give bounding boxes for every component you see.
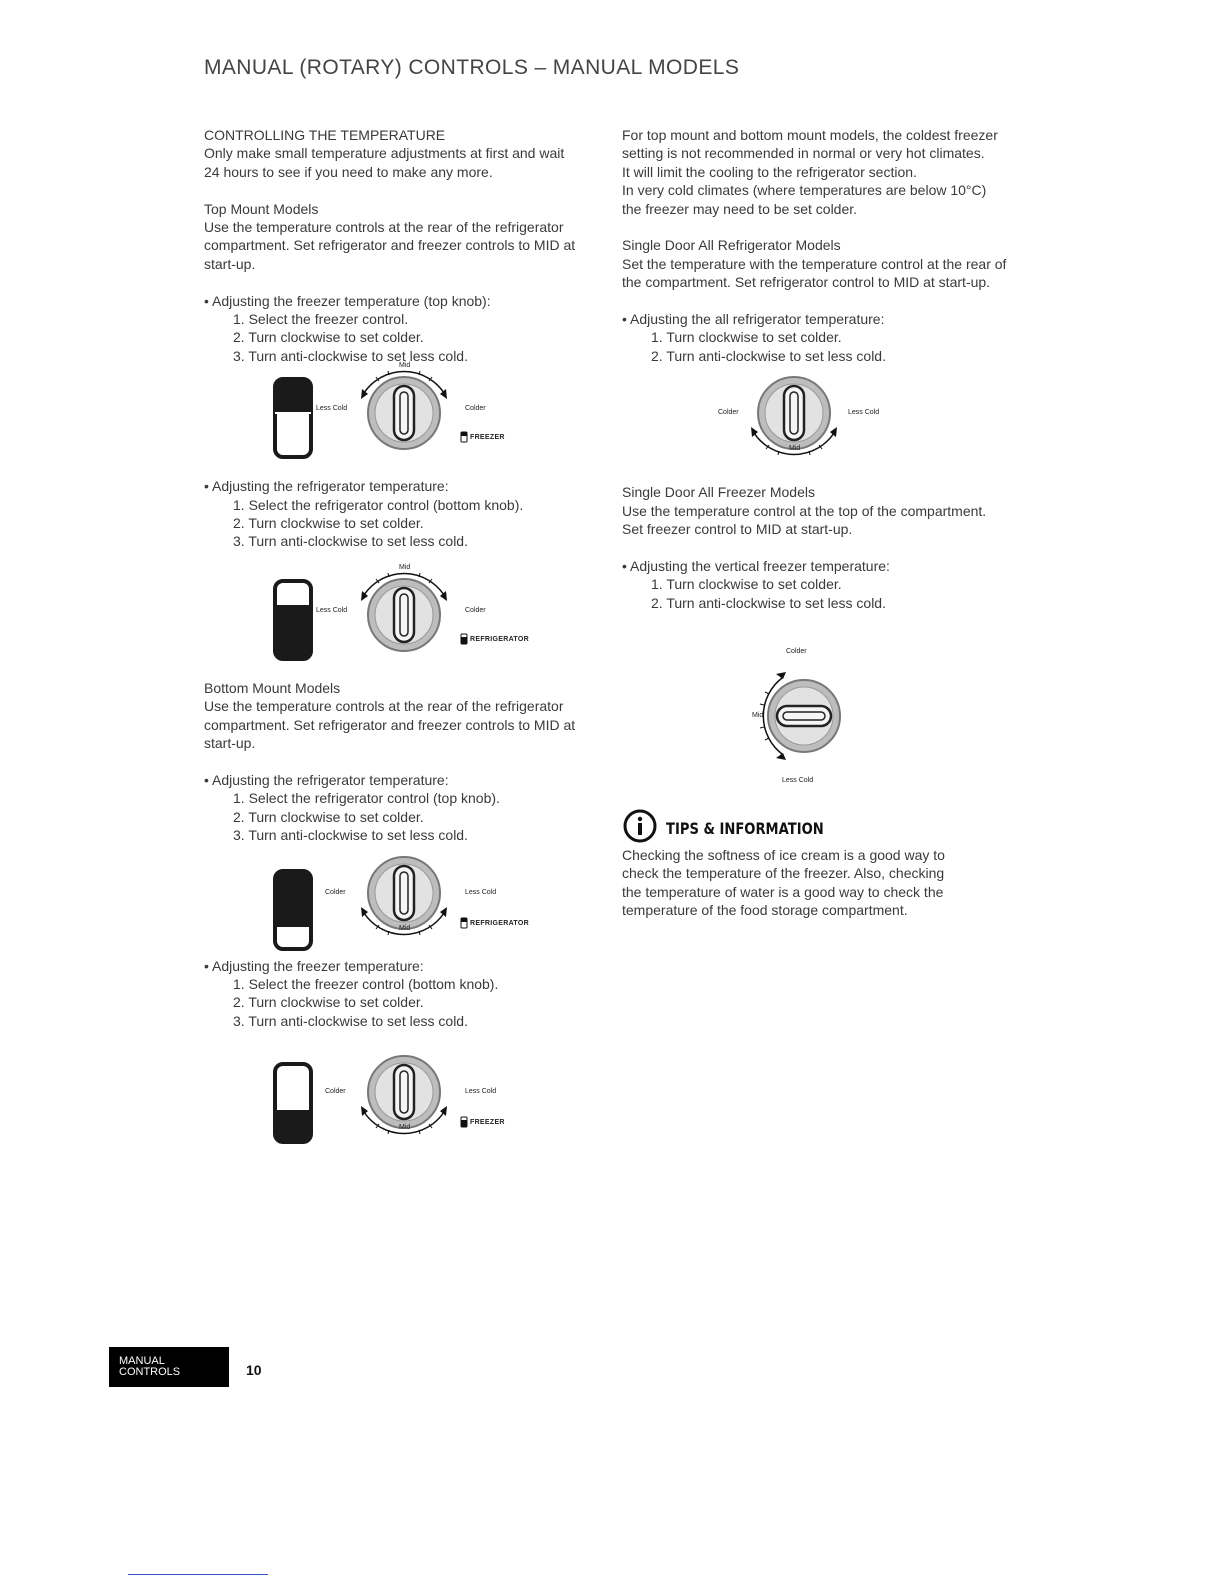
step-item: 3. Turn anti-clockwise to set less cold.: [233, 1012, 468, 1029]
rotary-dial-icon: [204, 365, 534, 477]
step-item: 1. Turn clockwise to set colder.: [651, 576, 842, 593]
body-line: compartment. Set refrigerator and freezer controls to MID at: [204, 716, 576, 733]
step-item: 3. Turn anti-clockwise to set less cold.: [233, 347, 468, 364]
tips-line: temperature of the food storage compartment.: [622, 902, 908, 919]
intro-line: For top mount and bottom mount models, the coldest freezer: [622, 127, 998, 143]
body-line: Set freezer control to MID at start-up.: [622, 521, 853, 538]
refrigerator-dial-figure: [204, 845, 604, 957]
left-column: [204, 126, 604, 1150]
body-line: start-up.: [204, 735, 256, 752]
dial-mid-label: Mid: [789, 445, 801, 453]
rotary-dial-icon: [204, 845, 534, 957]
rotary-dial-icon: [622, 365, 952, 483]
page-number: 10: [246, 1362, 262, 1378]
dial-left-label: Less Cold: [316, 606, 348, 614]
intro-line: Only make small temperature adjustments at first and wait: [204, 145, 565, 162]
body-line: Set the temperature with the temperature control at the rear of: [622, 255, 1007, 272]
tips-line: the temperature of water is a good way to check the: [622, 883, 944, 900]
dial-top-label: Colder: [786, 648, 807, 656]
bullet-item: • Adjusting the refrigerator temperature:: [204, 771, 449, 788]
step-item: 2. Turn clockwise to set colder.: [233, 994, 424, 1011]
body-line: Use the temperature control at the top of the compartment.: [622, 502, 987, 519]
info-icon: [622, 808, 658, 844]
bullet-item: • Adjusting the freezer temperature:: [204, 957, 424, 974]
freezer-dial-figure: [204, 362, 604, 477]
dial-right-label: Less Cold: [465, 888, 497, 896]
bullet-item: • Adjusting the all refrigerator temperature:: [622, 311, 885, 328]
page-title: MANUAL (ROTARY) CONTROLS – MANUAL MODELS: [204, 56, 740, 79]
body-line: compartment. Set refrigerator and freezer controls to MID at: [204, 237, 576, 254]
dial-mid-label: Mid: [399, 362, 411, 370]
dial-right-label: Colder: [465, 405, 486, 413]
bullet-item: • Adjusting the freezer temperature (top knob):: [204, 292, 491, 309]
step-item: 1. Select the freezer control.: [233, 311, 409, 328]
bullet-item: • Adjusting the refrigerator temperature:: [204, 478, 449, 495]
dial-mid-label: Mid: [752, 712, 764, 720]
step-item: 1. Turn clockwise to set colder.: [651, 329, 842, 346]
intro-line: 24 hours to see if you need to make any more.: [204, 163, 493, 180]
dial-mid-label: Mid: [399, 563, 411, 571]
step-item: 3. Turn anti-clockwise to set less cold.: [233, 827, 468, 844]
body-line: Use the temperature controls at the rear of the refrigerator: [204, 219, 564, 236]
section-tab: [109, 1347, 229, 1387]
section-heading: CONTROLLING THE TEMPERATURE: [204, 127, 446, 143]
step-item: 3. Turn anti-clockwise to set less cold.: [233, 533, 468, 550]
tips-line: check the temperature of the freezer. Also, checking: [622, 865, 945, 882]
freezer-dial-figure: [622, 612, 1022, 802]
dial-mid-label: Mid: [399, 924, 411, 932]
compartment-label: FREEZER: [470, 434, 505, 442]
step-item: 2. Turn clockwise to set colder.: [233, 808, 424, 825]
body-line: start-up.: [204, 255, 256, 272]
intro-line: setting is not recommended in normal or very hot climates.: [622, 145, 985, 162]
step-item: 1. Select the refrigerator control (top knob).: [233, 790, 500, 807]
step-item: 2. Turn anti-clockwise to set less cold.: [651, 347, 886, 364]
bullet-item: • Adjusting the vertical freezer temperature:: [622, 557, 890, 574]
right-column: [622, 126, 1022, 920]
refrigerator-dial-figure: [204, 551, 604, 679]
dial-bottom-label: Less Cold: [782, 777, 814, 785]
rotary-dial-icon: [622, 612, 952, 802]
rotary-dial-icon: [204, 551, 534, 679]
single-fridge-heading: Single Door All Refrigerator Models: [622, 237, 841, 254]
dial-left-label: Less Cold: [316, 405, 348, 413]
step-item: 2. Turn clockwise to set colder.: [233, 329, 424, 346]
step-item: 1. Select the freezer control (bottom knob).: [233, 975, 499, 992]
tips-line: Checking the softness of ice cream is a good way to: [622, 847, 945, 864]
intro-line: the freezer may need to be set colder.: [622, 200, 858, 217]
dial-left-label: Colder: [325, 1088, 346, 1096]
dial-right-label: Colder: [465, 606, 486, 614]
dial-right-label: Less Cold: [848, 409, 880, 417]
body-line: Use the temperature controls at the rear of the refrigerator: [204, 698, 564, 715]
step-item: 2. Turn clockwise to set colder.: [233, 515, 424, 532]
single-freezer-heading: Single Door All Freezer Models: [622, 484, 815, 501]
compartment-label: FREEZER: [470, 1119, 505, 1127]
compartment-label: REFRIGERATOR: [470, 919, 529, 927]
dial-left-label: Colder: [718, 409, 739, 417]
compartment-label: REFRIGERATOR: [470, 635, 529, 643]
bottom-mount-heading: Bottom Mount Models: [204, 679, 341, 696]
top-mount-heading: Top Mount Models: [204, 200, 319, 217]
intro-line: In very cold climates (where temperatures are below 10°C): [622, 182, 987, 199]
intro-line: It will limit the cooling to the refrigerator section.: [622, 163, 917, 180]
tips-title: TIPS & INFORMATION: [666, 819, 824, 839]
section-tab-line: CONTROLS: [119, 1366, 181, 1378]
dial-mid-label: Mid: [399, 1124, 411, 1132]
refrigerator-dial-figure: [622, 365, 1022, 483]
tips-header: [622, 806, 1022, 846]
dial-left-label: Colder: [325, 888, 346, 896]
step-item: 1. Select the refrigerator control (bottom knob).: [233, 496, 524, 513]
bottom-link-underline[interactable]: [128, 1574, 268, 1575]
body-line: the compartment. Set refrigerator control to MID at start-up.: [622, 274, 991, 291]
step-item: 2. Turn anti-clockwise to set less cold.: [651, 594, 886, 611]
freezer-dial-figure: [204, 1030, 604, 1150]
section-tab-line: MANUAL: [119, 1355, 165, 1367]
dial-right-label: Less Cold: [465, 1088, 497, 1096]
